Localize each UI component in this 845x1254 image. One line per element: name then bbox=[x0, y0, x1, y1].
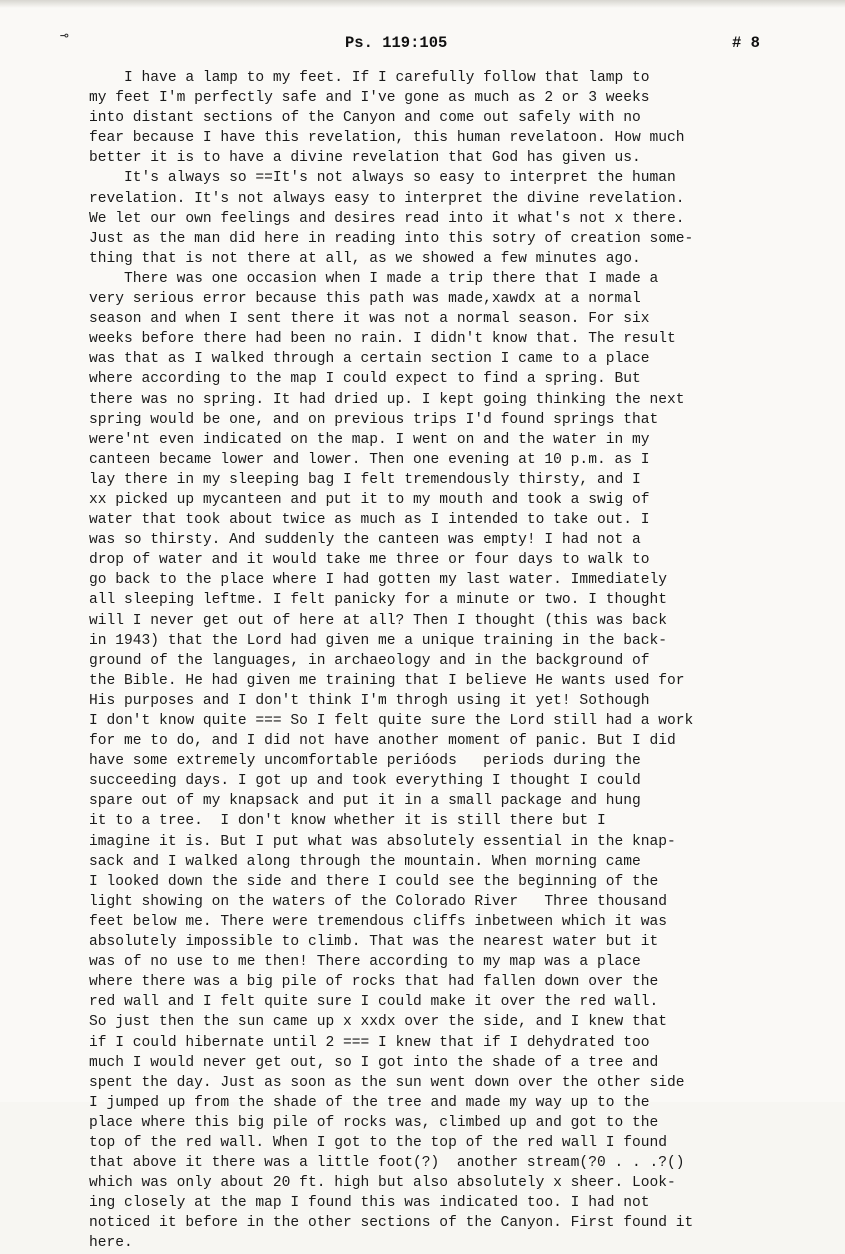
text-line: imagine it is. But I put what was absolutely essential in the knap- bbox=[89, 833, 676, 850]
text-line: which was only about 20 ft. high but also absolutely x sheer. Look- bbox=[89, 1175, 676, 1192]
text-line: spring would be one, and on previous trips I'd found springs that bbox=[89, 411, 659, 428]
text-line: lay there in my sleeping bag I felt tremendously thirsty, and I bbox=[89, 471, 641, 488]
text-line: the Bible. He had given me training that I believe He wants used for bbox=[89, 672, 685, 689]
text-line: water that took about twice as much as I intended to take out. I bbox=[89, 512, 650, 529]
text-line: I don't know quite === So I felt quite sure the Lord still had a work bbox=[89, 713, 694, 729]
text-line: was that as I walked through a certain section I came to a place bbox=[89, 351, 650, 368]
text-line: light showing on the waters of the Colorado River Three thousand bbox=[89, 893, 668, 910]
text-line: very serious error because this path was made,xawdx at a normal bbox=[89, 291, 641, 308]
text-line: were'nt even indicated on the map. I went on and the water in my bbox=[89, 431, 650, 448]
page-title-reference: Ps. 119:105 bbox=[345, 34, 448, 52]
text-line: xx picked up mycanteen and put it to my mouth and took a swig of bbox=[89, 491, 650, 508]
text-line: Just as the man did here in reading into this sotry of creation some- bbox=[89, 230, 694, 247]
text-line: season and when I sent there it was not a normal season. For six bbox=[89, 311, 650, 328]
text-line: if I could hibernate until 2 === I knew that if I dehydrated too bbox=[89, 1034, 650, 1051]
text-line: We let our own feelings and desires read into it what's not x there. bbox=[89, 210, 685, 227]
text-line: all sleeping leftme. I felt panicky for a minute or two. I thought bbox=[89, 592, 668, 609]
text-line: where according to the map I could expect to find a spring. But bbox=[89, 371, 641, 388]
text-line: sack and I walked along through the mountain. When morning came bbox=[89, 853, 641, 870]
text-line: noticed it before in the other sections of the Canyon. First found it bbox=[89, 1215, 694, 1232]
text-line: place where this big pile of rocks was, climbed up and got to the bbox=[89, 1114, 659, 1131]
text-line: for me to do, and I did not have another moment of panic. But I did bbox=[89, 733, 676, 750]
text-line: red wall and I felt quite sure I could make it over the red wall. bbox=[89, 994, 659, 1011]
document-body bbox=[89, 68, 809, 1254]
text-line: was of no use to me then! There according to my map was a place bbox=[89, 954, 641, 971]
text-line: here. bbox=[89, 1235, 133, 1252]
scan-edge bbox=[0, 0, 845, 8]
text-line: will I never get out of here at all? Then I thought (this was back bbox=[89, 612, 668, 629]
text-line: ing closely at the map I found this was indicated too. I had not bbox=[89, 1195, 650, 1212]
text-line: drop of water and it would take me three or four days to walk to bbox=[89, 552, 650, 569]
text-line: go back to the place where I had gotten my last water. Immediately bbox=[89, 572, 668, 589]
text-line: succeeding days. I got up and took everything I thought I could bbox=[89, 773, 641, 790]
text-line: I jumped up from the shade of the tree and made my way up to the bbox=[89, 1094, 650, 1111]
text-line: revelation. It's not always easy to interpret the divine revelation. bbox=[89, 190, 685, 207]
text-line: I looked down the side and there I could see the beginning of the bbox=[89, 873, 659, 890]
text-line: There was one occasion when I made a trip there that I made a bbox=[89, 270, 659, 287]
text-line: it to a tree. I don't know whether it is still there but I bbox=[89, 813, 606, 830]
text-line: that above it there was a little foot(?) another stream(?0 . . .?() bbox=[89, 1155, 685, 1172]
text-line: much I would never get out, so I got into the shade of a tree and bbox=[89, 1054, 659, 1071]
text-line: spent the day. Just as soon as the sun went down over the other side bbox=[89, 1074, 685, 1091]
text-line: ground of the languages, in archaeology and in the background of bbox=[89, 652, 650, 669]
text-line: was so thirsty. And suddenly the canteen was empty! I had not a bbox=[89, 532, 641, 549]
text-line: in 1943) that the Lord had given me a unique training in the back- bbox=[89, 632, 668, 649]
page-number: # 8 bbox=[732, 34, 760, 52]
text-line: His purposes and I don't think I'm throgh using it yet! Sothough bbox=[89, 692, 650, 709]
text-line: So just then the sun came up x xxdx over the side, and I knew that bbox=[89, 1014, 668, 1031]
text-line: have some extremely uncomfortable perióods periods during the bbox=[89, 753, 641, 770]
text-line: where there was a big pile of rocks that had fallen down over the bbox=[89, 974, 659, 991]
text-line: absolutely impossible to climb. That was the nearest water but it bbox=[89, 934, 659, 951]
corner-mark: ⊸ bbox=[60, 28, 69, 44]
text-line: there was no spring. It had dried up. I kept going thinking the next bbox=[89, 391, 685, 408]
text-line: my feet I'm perfectly safe and I've gone as much as 2 or 3 weeks bbox=[89, 90, 650, 107]
text-line: weeks before there had been no rain. I didn't know that. The result bbox=[89, 331, 676, 348]
text-line: top of the red wall. When I got to the top of the red wall I found bbox=[89, 1134, 668, 1151]
text-line: canteen became lower and lower. Then one evening at 10 p.m. as I bbox=[89, 451, 650, 468]
text-line: fear because I have this revelation, this human revelatoon. How much bbox=[89, 130, 685, 147]
text-line: better it is to have a divine revelation that God has given us. bbox=[89, 150, 641, 167]
text-line: into distant sections of the Canyon and come out safely with no bbox=[89, 110, 641, 127]
text-line: I have a lamp to my feet. If I carefully follow that lamp to bbox=[89, 70, 650, 86]
text-line: feet below me. There were tremendous cliffs inbetween which it was bbox=[89, 913, 668, 930]
text-line: It's always so ==It's not always so easy to interpret the human bbox=[89, 170, 676, 187]
text-line: spare out of my knapsack and put it in a small package and hung bbox=[89, 793, 641, 810]
text-line: thing that is not there at all, as we showed a few minutes ago. bbox=[89, 250, 641, 267]
